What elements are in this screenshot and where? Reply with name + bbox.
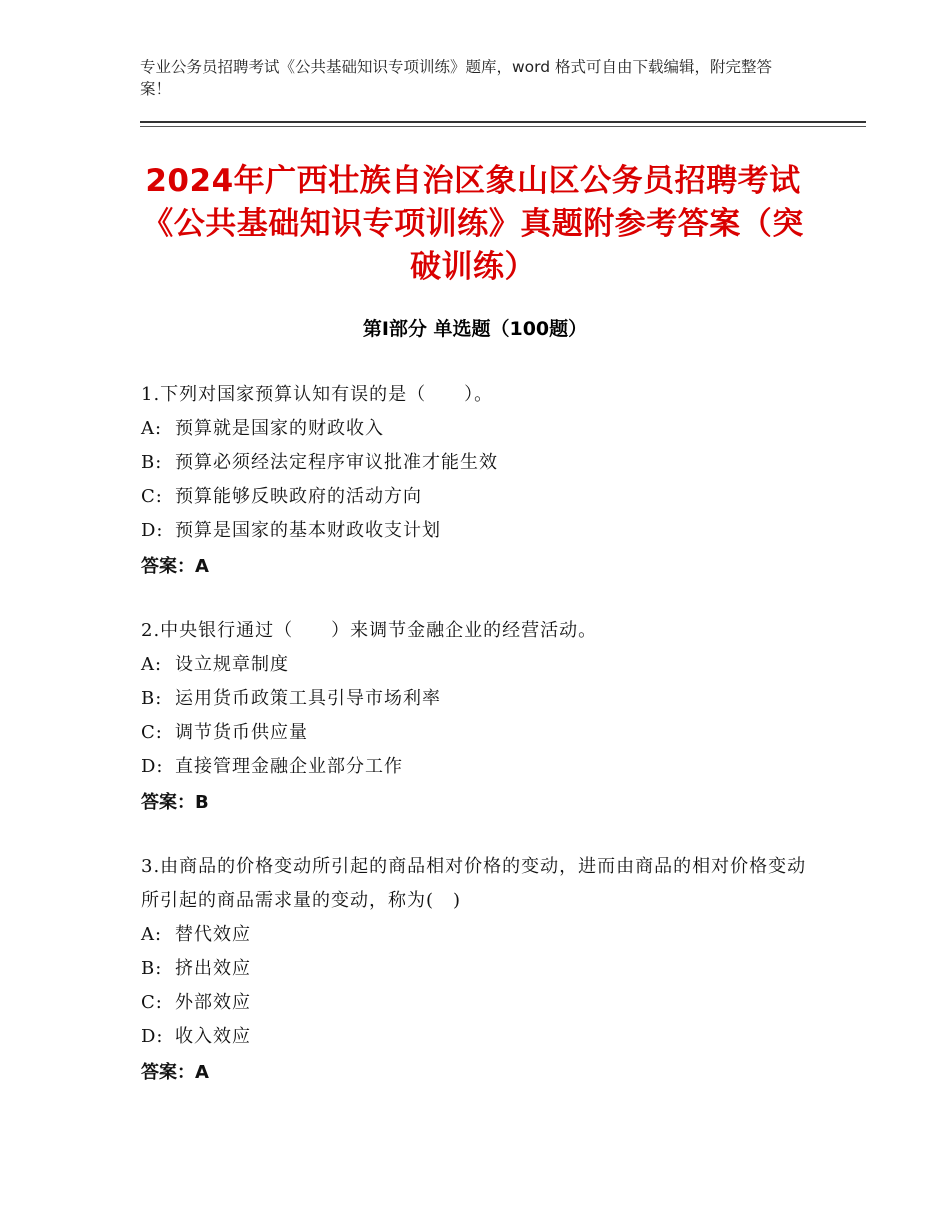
option-b (141, 682, 821, 716)
question-stem: 2.中央银行通过（ ）来调节金融企业的经营活动。 (141, 620, 598, 641)
option-text: 调节货币供应量 (175, 722, 308, 743)
option-d (141, 750, 821, 784)
option-c (141, 716, 821, 750)
answer-value: A (195, 1062, 209, 1083)
option-b (141, 952, 821, 986)
answer-line (141, 1056, 821, 1090)
option-key: C: (141, 486, 163, 507)
header-divider-thin (140, 126, 866, 127)
option-c (141, 986, 821, 1020)
option-key: A: (141, 654, 163, 675)
option-key: B: (141, 688, 163, 709)
option-c (141, 480, 821, 514)
question-2 (141, 614, 821, 820)
answer-line (141, 786, 821, 820)
option-text: 直接管理金融企业部分工作 (175, 756, 403, 777)
question-list (141, 378, 821, 1120)
header-divider-thick (140, 121, 866, 123)
option-b (141, 446, 821, 480)
option-text: 替代效应 (175, 924, 251, 945)
option-a (141, 648, 821, 682)
option-key: C: (141, 722, 163, 743)
option-text: 预算是国家的基本财政收支计划 (175, 520, 441, 541)
option-a (141, 918, 821, 952)
option-text: 运用货币政策工具引导市场利率 (175, 688, 441, 709)
option-text: 预算能够反映政府的活动方向 (175, 486, 422, 507)
option-key: B: (141, 452, 163, 473)
option-key: A: (141, 418, 163, 439)
answer-value: A (195, 556, 209, 577)
option-text: 设立规章制度 (175, 654, 289, 675)
option-key: C: (141, 992, 163, 1013)
document-title: 2024年广西壮族自治区象山区公务员招聘考试《公共基础知识专项训练》真题附参考答案（突破训练） (142, 163, 804, 285)
option-d (141, 514, 821, 548)
option-text: 外部效应 (175, 992, 251, 1013)
question-1 (141, 378, 821, 584)
question-3 (141, 850, 821, 1090)
answer-line (141, 550, 821, 584)
option-key: A: (141, 924, 163, 945)
header-note: 专业公务员招聘考试《公共基础知识专项训练》题库，word 格式可自由下载编辑，附完整答案！ (140, 58, 773, 98)
option-key: D: (141, 520, 164, 541)
option-text: 收入效应 (175, 1026, 251, 1047)
option-key: D: (141, 1026, 164, 1047)
option-text: 预算必须经法定程序审议批准才能生效 (175, 452, 498, 473)
option-key: B: (141, 958, 163, 979)
answer-value: B (195, 792, 209, 813)
answer-label: 答案： (141, 556, 195, 577)
option-text: 挤出效应 (175, 958, 251, 979)
option-key: D: (141, 756, 164, 777)
question-stem: 3.由商品的价格变动所引起的商品相对价格的变动，进而由商品的相对价格变动所引起的商品需求量的变动，称为( ) (141, 856, 807, 911)
option-text: 预算就是国家的财政收入 (175, 418, 384, 439)
answer-label: 答案： (141, 1062, 195, 1083)
section-heading: 第Ⅰ部分 单选题（100题） (362, 318, 588, 340)
answer-label: 答案： (141, 792, 195, 813)
question-stem: 1.下列对国家预算认知有误的是（ ）。 (141, 384, 494, 405)
option-a (141, 412, 821, 446)
option-d (141, 1020, 821, 1054)
